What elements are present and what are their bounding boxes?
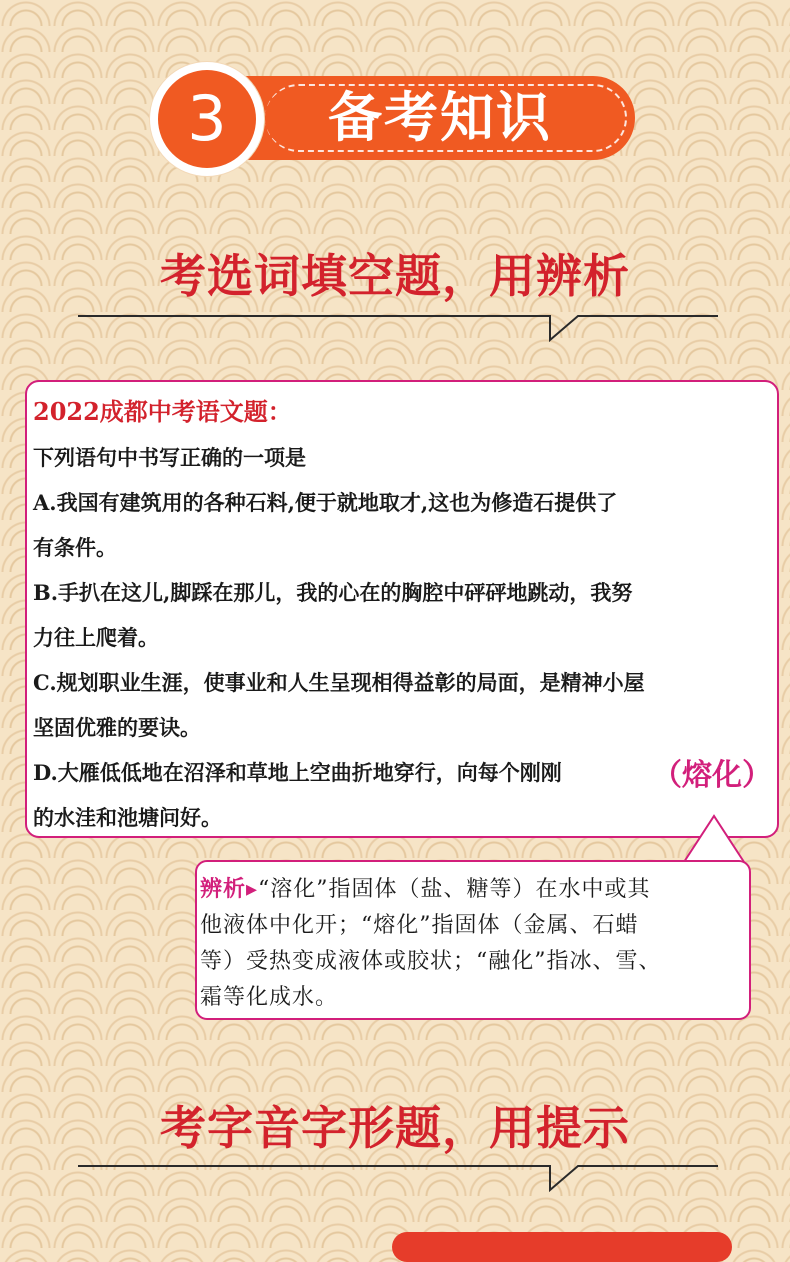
analysis-line: 他液体中化开；“熔化”指固体（金属、石蜡 — [200, 913, 639, 938]
speech-pointer — [680, 812, 750, 864]
banner-title: 备考知识 — [328, 86, 552, 149]
next-banner-edge — [392, 1232, 732, 1262]
banner-number: 3 — [158, 70, 256, 168]
analysis-label: 辨析▸ — [200, 876, 259, 902]
question-line: 下列语句中书写正确的一项是 — [33, 445, 306, 470]
analysis-line: 等）受热变成液体或胶状；“融化”指冰、雪、 — [200, 949, 662, 974]
analysis-text: “溶化”指固体（盐、糖等）在水中或其 — [258, 877, 651, 902]
section-title-vocab: 考选词填空题，用辨析 — [160, 249, 630, 303]
question-line: B.手扒在这儿,脚踩在那儿，我的心在的胸腔中砰砰地跳动，我努 — [33, 580, 633, 605]
question-line: 有条件。 — [33, 535, 117, 560]
answer-label: （熔化） — [652, 758, 772, 793]
speech-divider — [78, 302, 718, 342]
question-line: 的水洼和池塘问好。 — [33, 805, 222, 830]
question-line: C.规划职业生涯，使事业和人生呈现相得益彰的局面，是精神小屋 — [33, 670, 645, 695]
analysis-line: 霜等化成水。 — [200, 985, 339, 1010]
question-line: A.我国有建筑用的各种石料,便于就地取才,这也为修造石提供了 — [33, 490, 618, 515]
question-source: 2022成都中考语文题： — [33, 397, 292, 426]
section-title-pronunciation: 考字音字形题，用提示 — [160, 1101, 630, 1155]
analysis-line — [200, 872, 651, 903]
question-line: D.大雁低低地在沼泽和草地上空曲折地穿行，向每个刚刚 — [33, 760, 562, 785]
question-line: 力往上爬着。 — [33, 625, 159, 650]
question-line: 坚固优雅的要诀。 — [33, 715, 201, 740]
speech-divider — [78, 1152, 718, 1192]
